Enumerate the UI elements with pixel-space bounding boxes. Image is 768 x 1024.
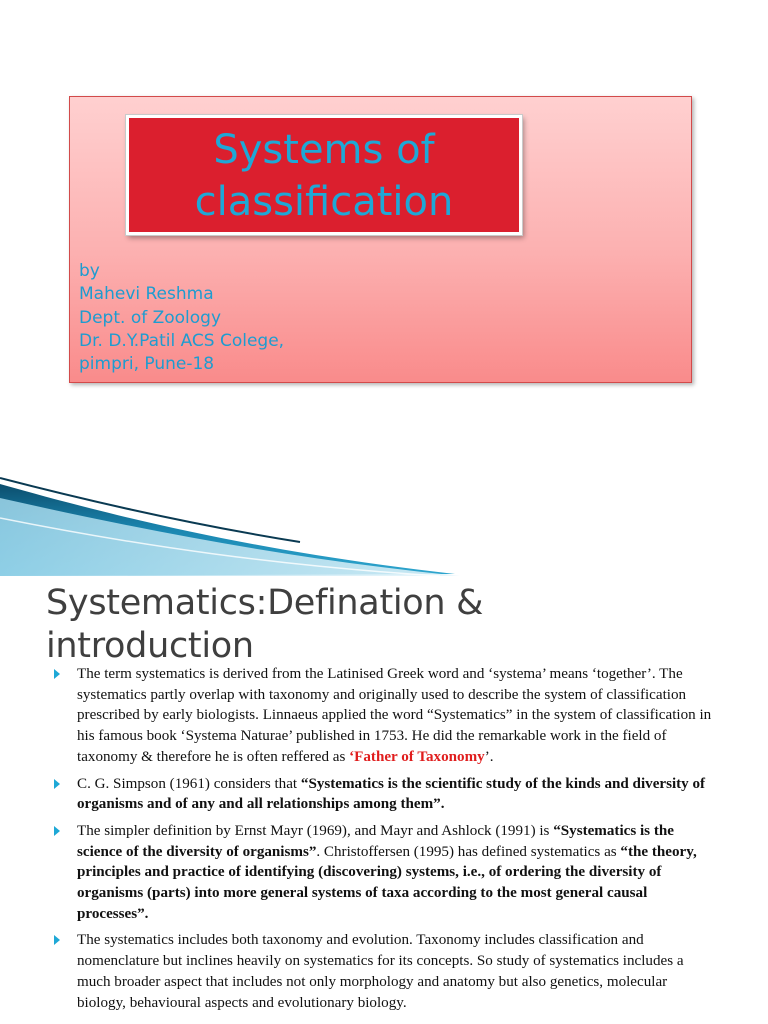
bullet-item (0, 774, 768, 815)
highlight-text: ‘Father of Taxonomy (349, 748, 485, 765)
title-card (69, 96, 692, 383)
bullet-text: ’. (484, 748, 494, 765)
bullet-text: The systematics includes both taxonomy and evolution. Taxonomy includes classification and nomenclature but inclines heavily on systematics for its concepts. So study of systematics includes a much broader aspect that includes not only morphology and anatomy but also genetics, molecular biology, behavioural aspects and evolutionary biology. (77, 932, 684, 1011)
slide-heading-line2: introduction (46, 626, 254, 666)
slide-title (126, 115, 522, 235)
bullet-arrow-icon (54, 669, 60, 679)
author-block (79, 260, 284, 376)
bullet-text: . Christoffersen (1995) has defined systematics as (316, 843, 621, 860)
bold-text: “Systematics is the scientific study of the kinds and diversity of organisms and of any and all relationships among them”. (77, 775, 706, 813)
slide-heading-line1: Systematics:Defination & (46, 583, 484, 623)
author-line: Dept. of Zoology (79, 307, 222, 328)
bullet-text: C. G. Simpson (1961) considers that (77, 775, 301, 792)
decorative-swoosh (0, 470, 460, 576)
bold-text: “the theory, principles and practice of identifying (discovering) systems, i.e., of ordering the diversity of organisms (parts) into more general systems of taxa according to the most general causal processes”. (77, 843, 697, 922)
bullet-item (0, 664, 768, 768)
author-line: Mahevi Reshma (79, 284, 214, 305)
bullet-arrow-icon (54, 935, 60, 945)
bold-text: “Systematics is the science of the diversity of organisms” (77, 822, 674, 860)
bullet-arrow-icon (54, 826, 60, 836)
bullet-arrow-icon (54, 779, 60, 789)
author-line: Dr. D.Y.Patil ACS Colege, (79, 330, 285, 351)
bullet-item (0, 930, 768, 1013)
bullet-text: The term systematics is derived from the Latinised Greek word and ‘systema’ means ‘together’. The systematics partly overlap with taxonomy and originally used to describe the system of classification prescribed by early biologists. Linnaeus applied the word “Systematics” in the system of classification in his famous book ‘Systema Naturae’ published in 1753. He did the remarkable work in the field of taxonomy & therefore he is often reffered as (77, 666, 712, 765)
bullet-text: The simpler definition by Ernst Mayr (1969), and Mayr and Ashlock (1991) is (77, 822, 554, 839)
bullet-item (0, 821, 768, 925)
slide-title-line2: classification (194, 179, 454, 225)
author-line: pimpri, Pune-18 (79, 354, 215, 375)
content-slide (0, 576, 768, 1024)
slide-heading (46, 582, 483, 668)
author-line: by (79, 261, 100, 281)
slide-title-line1: Systems of (213, 127, 435, 173)
bullet-list (0, 664, 768, 1019)
